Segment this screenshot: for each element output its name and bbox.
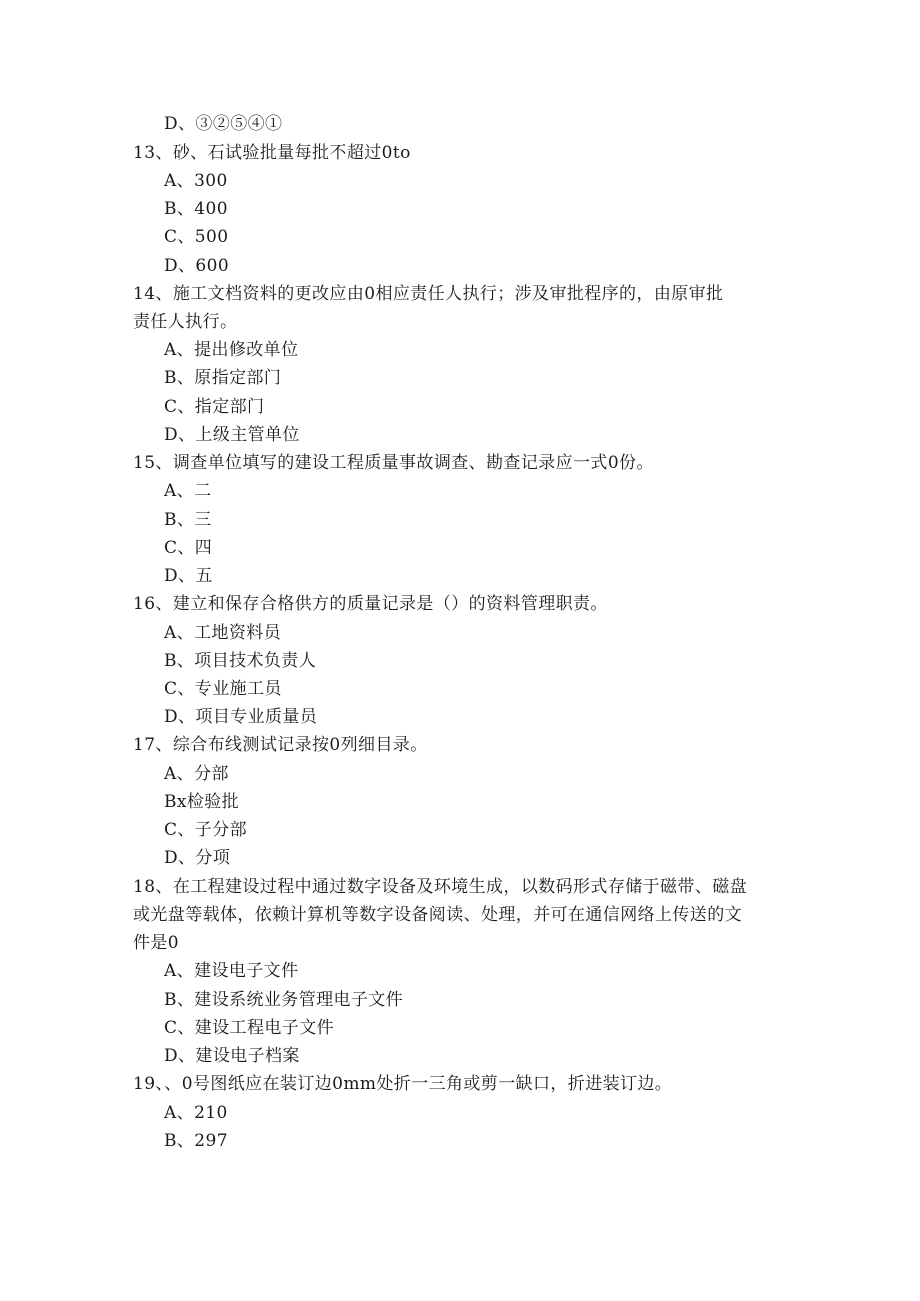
question-line: 14、施工文档资料的更改应由0相应责任人执行；涉及审批程序的，由原审批 [133, 284, 724, 304]
question-continuation-line: 责任人执行。 [133, 312, 238, 332]
option-line: D、五 [164, 566, 213, 586]
question-line: 17、综合布线测试记录按0列细目录。 [133, 735, 428, 755]
option-line: A、提出修改单位 [164, 340, 299, 360]
question-line: 15、调查单位填写的建设工程质量事故调查、勘查记录应一式0份。 [133, 453, 654, 473]
question-line: 16、建立和保存合格供方的质量记录是（）的资料管理职责。 [133, 594, 608, 614]
option-line: C、四 [164, 538, 213, 558]
option-line: C、专业施工员 [164, 679, 282, 699]
option-line: A、建设电子文件 [164, 961, 299, 981]
option-line: A、300 [164, 171, 228, 191]
option-line: B、建设系统业务管理电子文件 [164, 990, 404, 1010]
option-line: C、建设工程电子文件 [164, 1018, 335, 1038]
option-line: C、子分部 [164, 820, 248, 840]
option-line: B、项目技术负责人 [164, 651, 317, 671]
option-line: D、建设电子档案 [164, 1046, 300, 1066]
option-line: D、600 [164, 256, 230, 276]
question-line: 19、、0号图纸应在装订边0mm处折一三角或剪一缺口，折进装订边。 [133, 1074, 673, 1094]
option-line: D、分项 [164, 848, 231, 868]
option-line: A、二 [164, 481, 212, 501]
question-line: 18、在工程建设过程中通过数字设备及环境生成，以数码形式存储于磁带、磁盘 [133, 877, 748, 897]
question-continuation-line: 或光盘等载体，依赖计算机等数字设备阅读、处理，并可在通信网络上传送的文 [133, 905, 742, 925]
option-line: D、项目专业质量员 [164, 707, 318, 727]
option-line: C、500 [164, 227, 229, 247]
question-continuation-line: 件是0 [133, 933, 180, 953]
option-line: B、297 [164, 1131, 228, 1151]
question-line: 13、砂、石试验批量每批不超过0to [133, 143, 411, 163]
option-line: A、分部 [164, 764, 229, 784]
option-line: D、上级主管单位 [164, 425, 300, 445]
option-line: Bx检验批 [164, 792, 240, 812]
option-line: B、三 [164, 510, 212, 530]
option-line: D、③②⑤④① [164, 114, 283, 134]
option-line: A、210 [164, 1103, 228, 1123]
option-line: B、原指定部门 [164, 368, 282, 388]
option-line: C、指定部门 [164, 397, 265, 417]
option-line: B、400 [164, 199, 228, 219]
option-line: A、工地资料员 [164, 623, 282, 643]
